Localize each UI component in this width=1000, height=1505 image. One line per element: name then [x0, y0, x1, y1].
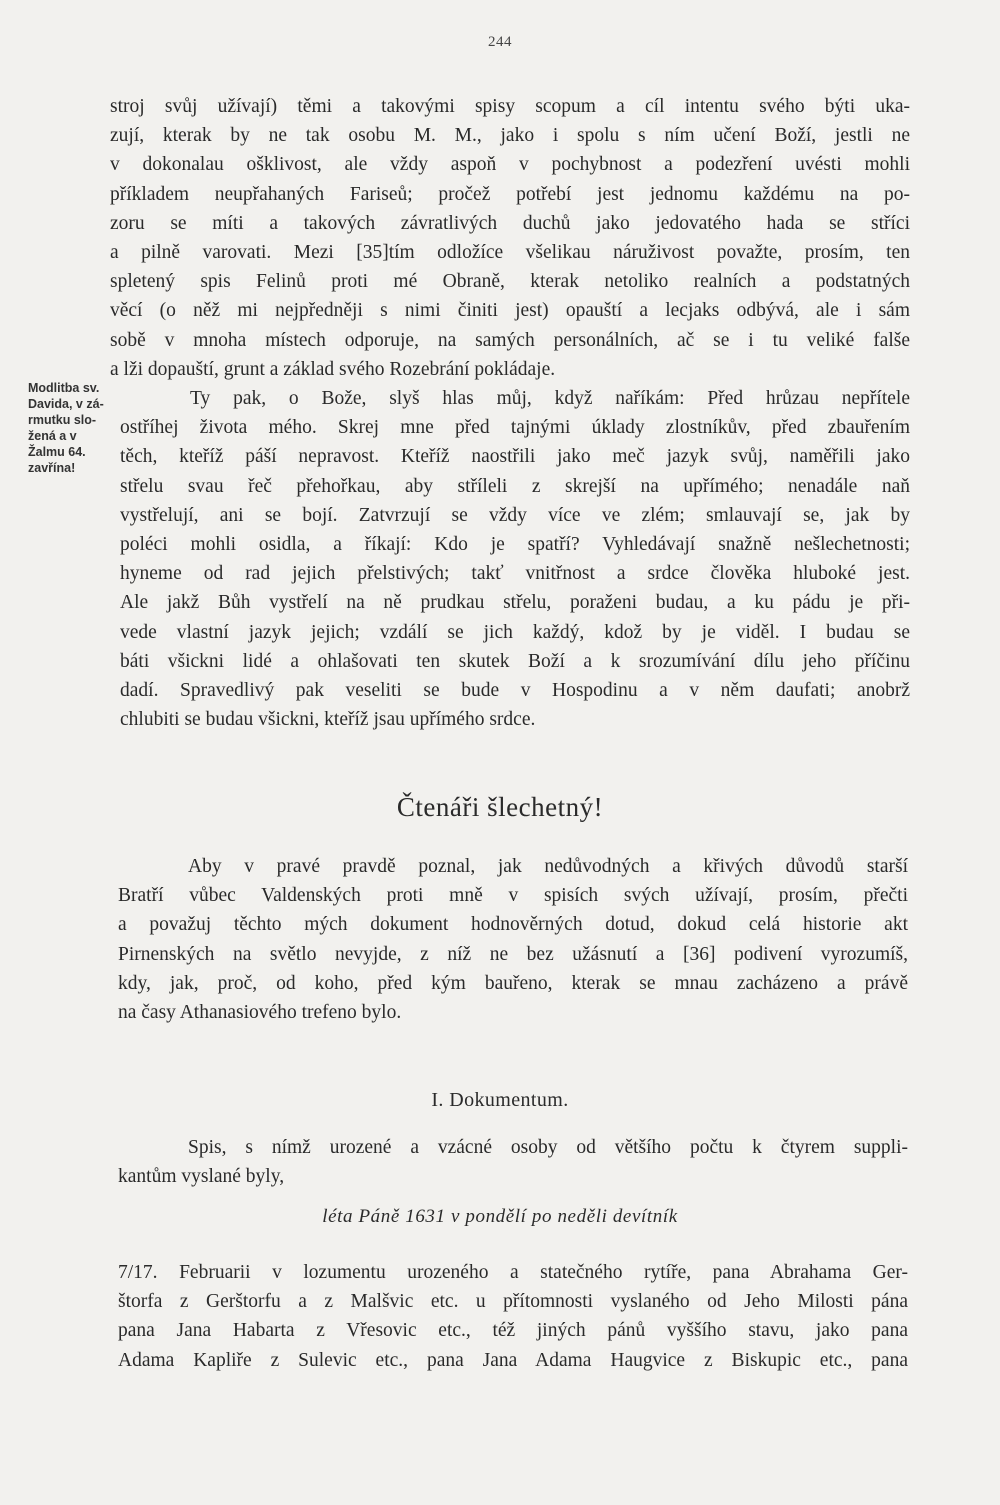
document-heading: I. Dokumentum. [431, 1089, 569, 1111]
text-line: Spis, s nímž urozené a vzácné osoby od většího počtu k čtyrem suppli- [188, 1137, 908, 1158]
text-line: a pilně varovati. Mezi [35]tím odložíce všelikau náruživost považte, prosím, ten [110, 241, 910, 263]
text-line: ostříhej života mého. Skrej mne před tajnými úklady zlostníkův, před zbauřením [120, 417, 910, 439]
text-line: štorfa z Gerštorfu a z Malšvic etc. u přítomnosti vyslaného od Jeho Milosti pána [118, 1291, 908, 1313]
margin-note-line: rmutku slo- [28, 413, 97, 427]
text-line: chlubiti se budau všickni, kteříž jsau upřímého srdce. [120, 709, 536, 731]
text-line: zoru se míti a takových závratlivých duchů jako jedovatého hada se stříci [110, 212, 910, 234]
text-line: vystřelují, ani se bojí. Zatvrzují se vždy více ve zlém; smlauvají se, jak by [120, 504, 910, 526]
paragraph-4 [118, 1133, 908, 1191]
text-line: 7/17. Februarii v lozumentu urozeného a statečného rytíře, pana Abrahama Ger- [118, 1262, 908, 1283]
paragraph-2 [120, 384, 910, 734]
margin-note-line: žená a v [28, 429, 77, 443]
text-line: Bratří vůbec Valdenských proti mně v spisích svých užívají, prosím, přečti [118, 885, 908, 907]
text-line: vede vlastní jazyk jejich; vzdálí se jich každý, kdož by je viděl. I budau se [120, 621, 910, 643]
text-line: Ty pak, o Bože, slyš hlas můj, když naříkám: Před hrůzau nepřítele [190, 388, 910, 409]
dateline: léta Páně 1631 v pondělí po neděli devítník [322, 1206, 678, 1227]
text-line: poléci mohli osidla, a říkají: Kdo je spatří? Vyhledávají snažně nešlechetnosti; [120, 533, 910, 555]
text-line: na časy Athanasiového trefeno bylo. [118, 1001, 402, 1023]
text-line: střelu svau řeč přehořkau, aby stříleli z skrejší na upřímého; nenadále naň [120, 475, 910, 497]
margin-note [28, 380, 126, 476]
text-line: sobě v mnoha místech odporuje, na samých personálních, ač se i tu veliké falše [110, 329, 910, 351]
paragraph-3 [118, 852, 908, 1027]
text-line: Aby v pravé pravdě poznal, jak nedůvodných a křivých důvodů starší [188, 856, 908, 877]
text-line: Adama Kapliře z Sulevic etc., pana Jana Adama Haugvice z Biskupic etc., pana [118, 1349, 908, 1371]
paragraph-5 [118, 1258, 908, 1375]
text-line: spletený spis Felinů proti mé Obraně, kterak netoliko realních a podstatných [110, 271, 910, 293]
text-line: pana Jana Habarta z Vřesovic etc., též jiných pánů vyššího stavu, jako pana [118, 1320, 908, 1342]
text-line: Pirnenských na světlo nevyjde, z níž ne bez užásnutí a [36] podivení vyrozumíš, [118, 943, 908, 965]
text-line: a lži dopauští, grunt a základ svého Rozebrání pokládaje. [110, 358, 556, 380]
text-line: a považuj těchto mých dokument hodnověrných dotud, dokud celá historie akt [118, 914, 908, 936]
text-line: báti všickni lidé a ohlašovati ten skutek Boží a k srozumívání dílu jeho příčinu [120, 650, 910, 672]
text-line: stroj svůj užívají) těmi a takovými spisy scopum a cíl intentu svého býti uka- [110, 96, 910, 117]
text-line: dadí. Spravedlivý pak veseliti se bude v Hospodinu a v něm daufati; anobrž [120, 679, 910, 701]
margin-note-line: Davida, v zá- [28, 397, 104, 411]
page-number: 244 [488, 34, 512, 50]
section-heading: Čtenáři šlechetný! [396, 792, 604, 822]
text-line: Ale jakž Bůh vystřelí na ně prudkau střelu, poraženi budau, a ku pádu je při- [120, 592, 910, 614]
text-line: zují, kterak by ne tak osobu M. M., jako i spolu s ním učení Boží, jestli ne [110, 125, 910, 147]
text-line: těch, kteříž páší nepravost. Kteříž naostřili jako meč jazyk svůj, naměřili jako [120, 446, 910, 468]
text-line: příkladem neupřahaných Fariseů; pročež potřebí jest jednomu každému na po- [110, 183, 910, 205]
margin-note-line: Žalmu 64. [28, 445, 86, 459]
text-line: kdy, jak, proč, od koho, před kým bauřeno, kterak se mnau zacházeno a právě [118, 972, 908, 994]
text-line: v dokonalau ošklivost, ale vždy aspoň v pochybnost a podezření uvésti mohli [110, 154, 910, 176]
margin-note-line: Modlitba sv. [28, 381, 100, 395]
text-line: věcí (o něž mi nejpředněji s nimi činiti jest) opauští a lecjaks odbývá, ale i sám [110, 300, 910, 322]
paragraph-1 [110, 92, 910, 384]
margin-note-line: zavřína! [28, 461, 76, 475]
text-line: hyneme od rad jejich přelstivých; takť vnitřnost a srdce člověka hluboké jest. [120, 563, 910, 585]
text-line: kantům vyslané byly, [118, 1166, 285, 1188]
